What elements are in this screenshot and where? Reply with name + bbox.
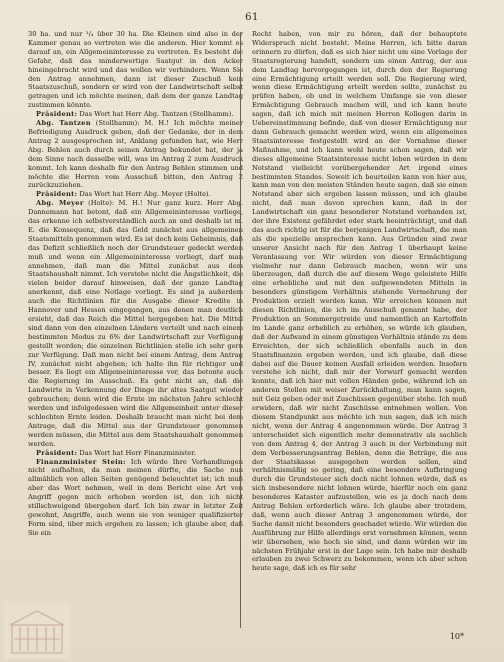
speaker-name: Präsident:	[36, 448, 78, 457]
paragraph-text: Das Wort hat Herr Abg. Tantzen (Stollhamm).	[77, 110, 234, 119]
speech-paragraph	[28, 119, 243, 190]
paragraph-text: 30 ha. und nur ³/₄ über 30 ha. Die Kleinen sind also in der Kammer genau so vertreten wie die anderen. Hier kommt es darauf an, ein Allgemeininteresse zu vertreten. Es besteht die Gefahr, daß das minderwertige Saatgut in den Acker hineingebracht wird und das wollen wir verhindern. Wenn Sie den Antrag annehmen, dann ist dieser Zuschuß kein Staatszuschuß, sondern er wird von der Landwirtschaft selbst getragen und ich möchte meinen, daß dem der ganze Landtag zustimmen könnte.	[28, 30, 243, 110]
column-divider	[240, 32, 241, 628]
paragraph-text: Ich würde Ihre Verhandlungen nicht aufhalten, da man meinen dürfte, die Sache nun allmählich von allen Seiten genügend beleuchtet ist; ich muß aber das Wort nehmen, weil in dem Bericht eine Art von Angriff gegen mich erhoben worden ist, den ich nicht stillschweigend übergehen darf. Ich bin zwar in letzter Zeit gewohnt, Angriffe, auch wenn sie von weniger qualifizierter Form sind, über mich ergehen zu lassen; ich glaube aber, daß Sie ein	[28, 457, 243, 537]
speaker-name: Präsident:	[36, 190, 78, 199]
speech-paragraph	[28, 110, 243, 119]
speaker-name: Abg. Tantzen	[36, 119, 91, 128]
paragraph-text: Das Wort hat Herr Finanzminister.	[77, 448, 196, 457]
signature-mark: 10*	[449, 632, 464, 641]
paragraph-text: Das Wort hat Herr Abg. Meyer (Holte).	[77, 190, 211, 199]
speaker-name: Präsident:	[36, 110, 78, 119]
right-column	[252, 30, 467, 630]
left-column	[28, 30, 243, 630]
speech-paragraph	[28, 449, 243, 458]
text-paragraph	[28, 30, 243, 110]
speech-paragraph	[28, 199, 243, 448]
speaker-name: Finanzminister Stein:	[36, 457, 126, 466]
paragraph-text: Recht haben, von mir zu hören, daß der behauptete Widerspruch nicht besteht. Meine Herren, ich bitte daran erinnern zu dürfen, daß es sich hier nicht um eine Vorlage der Staatsregierung handelt, sondern um einen Antrag, der aus dem Landtag hervorgegangen ist, durch den der Regierung eine Ermächtigung erteilt werden soll. Die Regierung wird, wenn diese Ermächtigung erteilt werden sollte, zunächst zu prüfen haben, ob und in welchem Umfange sie von dieser Ermächtigung Gebrauch machen will, und ich kann heute sagen, daß ich mich mit meinen Herren Kollegen darin in Uebereinstimmung befinde, daß von dieser Ermächtigung nur dann Gebrauch gemacht werden wird, wenn ein allgemeines Staatsinteresse festgestellt wird an der Vornahme dieser Maßnahme, und ich kann wohl heute schon sagen, daß wir dieses allgemeine Staatsinteresse nicht leben würden in dem Notstand vielleicht vorübergehender Art irgend eines bestimmten Standes. Soweit ich beurteilen kann von hier aus, kann man von den meisten Ständen heute sagen, daß sie einen Notstand aber sich ergeben lassen müssen, und ich glaube nicht, daß man davon sprechen kann, daß in der Landwirtschaft ein ganz besonderer Notstand vorhanden ist, der ihre Existenz gefährdet oder stark beeinträchtigt, und daß das auch richtig ist für die berjenigen Landwirtschaft, die man als die spezielle ansprechen kann. Aus Gründen sind zwar unserer Ansicht nach für den Antrag 1 überhaupt keine Veranlassung vor. Wir würden von dieser Ermächtigung vielmehr nur dann Gebrauch machen, wenn wir uns überzeugen, daß durch die auf diesem Wege geleistete Hilfe eine erhebliche und mit den aufgewendeten Mitteln in besonders günstigem Verhältnis stehende Vermehrung der Produktion erzielt werden kann. Wir erreichen können mit diesen Richtlinien, die ich im Ausschuß genannt habe, der Produktion an Sommergetreide und namentlich an Kartoffeln im Lande ganz erheblich zu erhöhen, so würde ich glauben, daß der Aufwand in einem günstigen Verhältnis stände zu dem Erreichten, der sich schließlich ebenfalls auch in den Staatsfinanzen ergeben werden, und ich glaube, daß diese dabei auf die Dauer keinen Ausfall erleiden werden. Insofern verstehe ich nicht, daß mir der Vorwurf gemacht werden konnte, daß ich hier mit vollen Händen gebe, während ich an anderen Stellen mit weiser Zurückhaltung, man kann sagen, mit Geiz geben oder mit Zuschüssen gegenüber stehe. Ich muß erwidern, daß wir nicht Zuschüsse entnehmen wollen. Von diesem Standpunkt aus möchte ich nun sagen, daß ich mich nicht, wenn der Antrag 4 angenommen würde. Der Antrag 3 unterscheidet sich eigentlich mehr demonstrativ als sachlich von dem Antrag 4, der Antrag 3 auch in der Verbindung mit dem Verbesserungsantrag Behlen, denn die Beträge, die aus der Staatskasse ausgegeben werden sollen, sind verhältnismäßig so gering, daß eine besondere Aufbringung durch die Grundsteuer sich doch nicht lohnen würde, daß es sich insbesondere nicht lohnen würde, hierfür noch ein ganz besonderes Kataster aufzustellen, wie es ja doch nach dem Antrag Behlen erforderlich wäre. Ich glaube aber trotzdem, daß, wenn auch dieser Antrag 3 angenommen würde, der Sache damit nicht besonders geschadet würde. Wir würden die Ausführung zur Hilfe allerdings erst vornehmen können, wenn wir übersehen, wie hoch sie sind, und dann würden wir im nächsten Frühjahr erst in der Lage sein. Ich habe mir deshalb erlauben zu zwei Schwerz zu bekommen, wenn ich aber schon heute sage, daß ich es für sehr	[252, 30, 467, 573]
speech-paragraph	[28, 190, 243, 199]
paragraph-text: (Stollhamm): M. H.! Ich möchte meiner Befriedigung Ausdruck geben, daß der Gedanke, der in dem Antrag 2 ausgesprochen ist, Anklang gefunden hat, wie Herr Abg. Behlen auch durch seinen Antrag bekundet hat, der ja dem Sinne nach dasselbe will, was im Antrag 2 zum Ausdruck kommt. Ich kann deshalb für den Antrag Behlen stimmen und möchte die Herren vom Ausschuß bitten, den Antrag 2 zurückzuziehen.	[28, 119, 243, 190]
paragraph-text: (Holte): M. H.! Nur ganz kurz. Herr Abg. Dannemann hat betont, daß ein Allgemeininteresse vorliege, das erkenne ich selbstverständlich auch an und deshalb ist m. E. die Konsequenz, daß das Geld zunächst aus allgemeinen Staatsmitteln genommen wird. Es ist doch kein Geheimnis, daß das Defizit schließlich noch der Grundsteuer gedeckt werden muß und wenn ein Allgemeininteresse vorliegt, darf man annehmen, daß man die Mittel zunächst aus dem Staatshaushalt nimmt. Ich verstehe nicht die Ängstlichkeit, die vielen beider darauf hinweisen, daß der ganze Landtag anerkennt, daß eine Notlage vorliegt. Es sind ja außerdem auch die Richtlinien für die Ausgabe dieser Kredite in Hannover und Hessen eingegangen, aus denen man deutlich ersieht, daß das Reich die Mittel hergegeben hat. Die Mittel sind dann von den einzelnen Ländern verteilt und nach einem bestimmten Modus zu 6% der Landwirtschaft zur Verfügung gestellt worden; die einzelnen Richtlinien stelle ich sehr gern zur Verfügung. Daß man nicht bei einem Antrag, dem Antrag IV, zunächst nicht abgehen; ich halte ihn für richtiger und besser. Es liegt ein Allgemeininteresse vor, das betonte auch die Regierung im Ausschuß. Es geht nicht an, daß die Landwirte in Verkennung der Dinge ihr altes Saatgut wieder gebrauchen; denn wird die Ernte im nächsten Jahre schlecht werden und infolgedessen wird die Allgemeinheit unter dieser schlechten Ernte leiden. Deshalb braucht man nicht bei dem Antrage, daß die Mittel aus der Grundsteuer genommen werden müssen, die Mittel aus dem Staatshaushalt genommen werden.	[28, 199, 243, 448]
text-paragraph	[252, 30, 467, 573]
speaker-name: Abg. Meyer	[36, 199, 84, 208]
speech-paragraph	[28, 458, 243, 538]
library-building-logo	[4, 603, 70, 659]
page-number: 61	[245, 12, 259, 23]
